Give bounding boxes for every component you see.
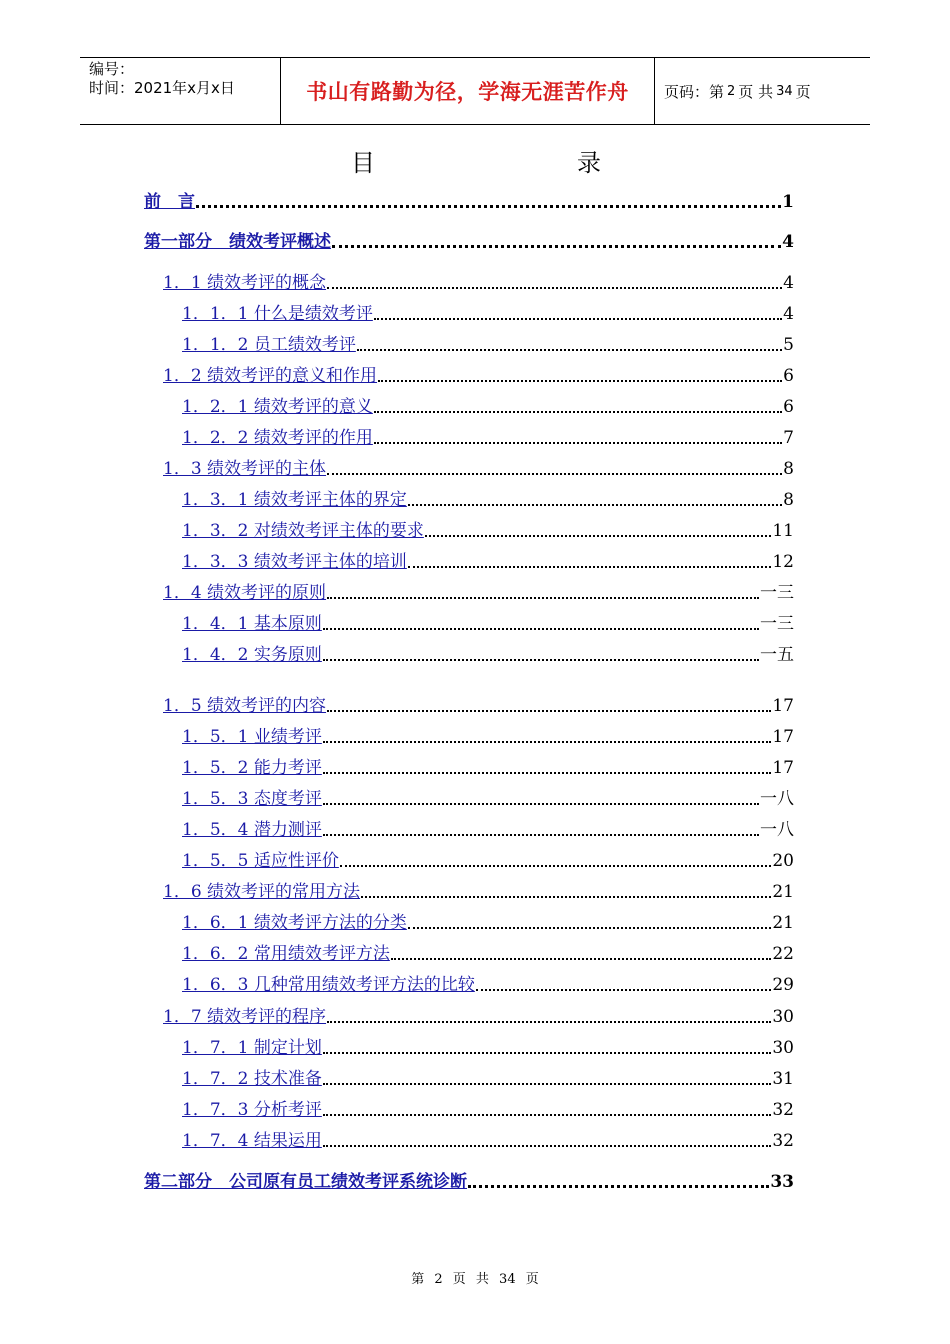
toc-entry-link[interactable]: 1．1 绩效考评的概念: [163, 273, 327, 293]
toc-entry[interactable]: [163, 364, 794, 388]
toc-entry-link[interactable]: 1．7．4 结果运用: [182, 1131, 322, 1151]
toc-entry-link[interactable]: 1．4．1 基本原则: [182, 614, 322, 634]
toc-page-number: 一八: [760, 789, 794, 809]
toc-page-number: 21: [772, 882, 794, 902]
toc-page-number: 30: [772, 1007, 794, 1027]
toc-entry[interactable]: [182, 612, 794, 636]
toc-leader-dots: [323, 1145, 772, 1147]
toc-leader-dots: [425, 535, 772, 537]
toc-entry[interactable]: [182, 725, 794, 749]
toc-entry[interactable]: [182, 849, 794, 873]
toc-leader-dots: [361, 896, 771, 898]
toc-entry[interactable]: [182, 333, 794, 357]
toc-leader-dots: [323, 834, 759, 836]
toc-leader-dots: [357, 349, 782, 351]
toc-page-number: 8: [783, 490, 794, 510]
toc-entry-link[interactable]: 1．3．3 绩效考评主体的培训: [182, 552, 407, 572]
toc-entry[interactable]: [182, 787, 794, 811]
toc-leader-dots: [196, 205, 781, 208]
toc-page-number: 一五: [760, 645, 794, 665]
toc-entry-link[interactable]: 1．3 绩效考评的主体: [163, 459, 327, 479]
toc-leader-dots: [327, 473, 782, 475]
toc-page-number: 11: [772, 521, 794, 541]
header-page-cell: [655, 58, 870, 124]
toc-entry-link[interactable]: 1．7．1 制定计划: [182, 1038, 322, 1058]
toc-page-number: 4: [783, 304, 794, 324]
toc-entry[interactable]: [144, 230, 794, 254]
toc-title-char-2: 录: [577, 149, 601, 177]
toc-page-number: 5: [783, 335, 794, 355]
page-label-suffix: 页: [795, 82, 811, 101]
document-header: [80, 57, 870, 125]
toc-entry[interactable]: [182, 756, 794, 780]
toc-entry[interactable]: [182, 818, 794, 842]
toc-leader-dots: [374, 318, 782, 320]
toc-leader-dots: [323, 772, 772, 774]
toc-entry-link[interactable]: 1．6．3 几种常用绩效考评方法的比较: [182, 975, 475, 995]
toc-entry-link[interactable]: 1．7 绩效考评的程序: [163, 1007, 327, 1027]
toc-leader-dots: [476, 989, 772, 991]
toc-page-number: 4: [783, 273, 794, 293]
toc-entry-link[interactable]: 1．5 绩效考评的内容: [163, 696, 327, 716]
toc-page-number: 31: [772, 1069, 794, 1089]
toc-entry[interactable]: [182, 973, 794, 997]
toc-entry-link[interactable]: 1．5．3 态度考评: [182, 789, 322, 809]
toc-leader-dots: [408, 504, 782, 506]
time-label: 时间：2021年x月x日: [89, 79, 235, 97]
toc-leader-dots: [468, 1185, 769, 1188]
toc-entry[interactable]: [182, 1067, 794, 1091]
toc-leader-dots: [323, 803, 759, 805]
toc-entry[interactable]: [182, 550, 794, 574]
toc-page-number: 1: [782, 192, 794, 212]
toc-entry[interactable]: [182, 302, 794, 326]
toc-page-number: 6: [783, 366, 794, 386]
toc-page-number: 20: [772, 851, 794, 871]
toc-page-number: 33: [770, 1172, 794, 1192]
toc-leader-dots: [408, 566, 772, 568]
page-label-prefix: 页码：第: [664, 82, 725, 101]
toc-leader-dots: [327, 710, 771, 712]
toc-leader-dots: [332, 245, 781, 248]
toc-page-number: 12: [772, 552, 794, 572]
toc-page-number: 一三: [760, 614, 794, 634]
toc-entry[interactable]: [182, 643, 794, 667]
toc-leader-dots: [323, 1052, 772, 1054]
toc-leader-dots: [391, 958, 772, 960]
toc-entry[interactable]: [182, 1098, 794, 1122]
toc-leader-dots: [323, 1114, 772, 1116]
toc-entry-link[interactable]: 1．5．2 能力考评: [182, 758, 322, 778]
toc-entry[interactable]: [163, 457, 794, 481]
toc-entry-link[interactable]: 第二部分 公司原有员工绩效考评系统诊断: [144, 1172, 467, 1192]
toc-entry-link[interactable]: 1．6 绩效考评的常用方法: [163, 882, 361, 902]
toc-entry-link[interactable]: 1．3．2 对绩效考评主体的要求: [182, 521, 424, 541]
page-footer: 第 2 页 共 34 页: [411, 1272, 539, 1287]
toc-title: [0, 146, 950, 180]
toc-page-number: 4: [782, 232, 794, 252]
toc-leader-dots: [323, 741, 772, 743]
toc-entry-link[interactable]: 1．1．1 什么是绩效考评: [182, 304, 373, 324]
toc-page-number: 22: [772, 944, 794, 964]
toc-entry-link[interactable]: 1．4．2 实务原则: [182, 645, 322, 665]
toc-entry[interactable]: [163, 271, 794, 295]
toc-entry[interactable]: [182, 1036, 794, 1060]
header-motto: 书山有路勤为径，学海无涯苦作舟: [281, 58, 655, 124]
toc-page-number: 17: [772, 758, 794, 778]
page-label-mid: 页 共: [738, 82, 774, 101]
toc-page-number: 30: [772, 1038, 794, 1058]
toc-page-number: 17: [772, 727, 794, 747]
toc-entry[interactable]: [163, 1005, 794, 1029]
toc-entry-link[interactable]: 1．1．2 员工绩效考评: [182, 335, 356, 355]
toc-leader-dots: [323, 628, 759, 630]
toc-entry[interactable]: [163, 880, 794, 904]
toc-leader-dots: [323, 659, 759, 661]
toc-page-number: 32: [772, 1100, 794, 1120]
toc-entry-link[interactable]: 1．2．2 绩效考评的作用: [182, 428, 373, 448]
toc-title-char-1: 目: [351, 149, 375, 177]
toc-page-number: 17: [772, 696, 794, 716]
page-total: 34: [776, 83, 793, 99]
toc-entry-link[interactable]: 1．5．5 适应性评价: [182, 851, 339, 871]
toc-entry-link[interactable]: 1．6．1 绩效考评方法的分类: [182, 913, 407, 933]
toc-entry[interactable]: [182, 519, 794, 543]
toc-entry-link[interactable]: 1．7．2 技术准备: [182, 1069, 322, 1089]
toc-entry-link[interactable]: 1．2 绩效考评的意义和作用: [163, 366, 378, 386]
page-current: 2: [727, 83, 736, 99]
toc-entry[interactable]: [182, 911, 794, 935]
toc-page-number: 29: [772, 975, 794, 995]
toc-page-number: 21: [772, 913, 794, 933]
toc-entry-link[interactable]: 第一部分 绩效考评概述: [144, 232, 331, 252]
toc-leader-dots: [374, 442, 782, 444]
toc-leader-dots: [378, 380, 782, 382]
toc-entry[interactable]: [144, 190, 794, 214]
toc-entry[interactable]: [182, 488, 794, 512]
toc-page-number: 7: [783, 428, 794, 448]
toc-entry[interactable]: [182, 395, 794, 419]
toc-page-number: 一八: [760, 820, 794, 840]
toc-page-number: 32: [772, 1131, 794, 1151]
toc-entry-link[interactable]: 1．7．3 分析考评: [182, 1100, 322, 1120]
toc-entry-link[interactable]: 1．6．2 常用绩效考评方法: [182, 944, 390, 964]
toc-leader-dots: [374, 411, 782, 413]
toc-leader-dots: [340, 865, 772, 867]
header-info-cell: [80, 58, 281, 124]
toc-page-number: 6: [783, 397, 794, 417]
toc-entry[interactable]: [182, 1129, 794, 1153]
toc-leader-dots: [323, 1083, 772, 1085]
toc-entry[interactable]: [182, 942, 794, 966]
toc-entry[interactable]: [163, 581, 794, 605]
toc-entry-link[interactable]: 1．4 绩效考评的原则: [163, 583, 327, 603]
toc-entry-link[interactable]: 1．5．4 潜力测评: [182, 820, 322, 840]
number-label: 编号：: [89, 60, 135, 78]
toc-page-number: 8: [783, 459, 794, 479]
toc-entry[interactable]: [182, 426, 794, 450]
toc-entry[interactable]: [163, 694, 794, 718]
toc-entry[interactable]: [144, 1170, 794, 1194]
toc-leader-dots: [408, 927, 772, 929]
toc-entry-link[interactable]: 1．3．1 绩效考评主体的界定: [182, 490, 407, 510]
toc-leader-dots: [327, 1021, 771, 1023]
toc-entry-link[interactable]: 1．5．1 业绩考评: [182, 727, 322, 747]
toc-leader-dots: [327, 287, 782, 289]
toc-page-number: 一三: [760, 583, 794, 603]
toc-entry-link[interactable]: 1．2．1 绩效考评的意义: [182, 397, 373, 417]
toc-entry-link[interactable]: 前 言: [144, 192, 195, 212]
toc-leader-dots: [327, 597, 759, 599]
